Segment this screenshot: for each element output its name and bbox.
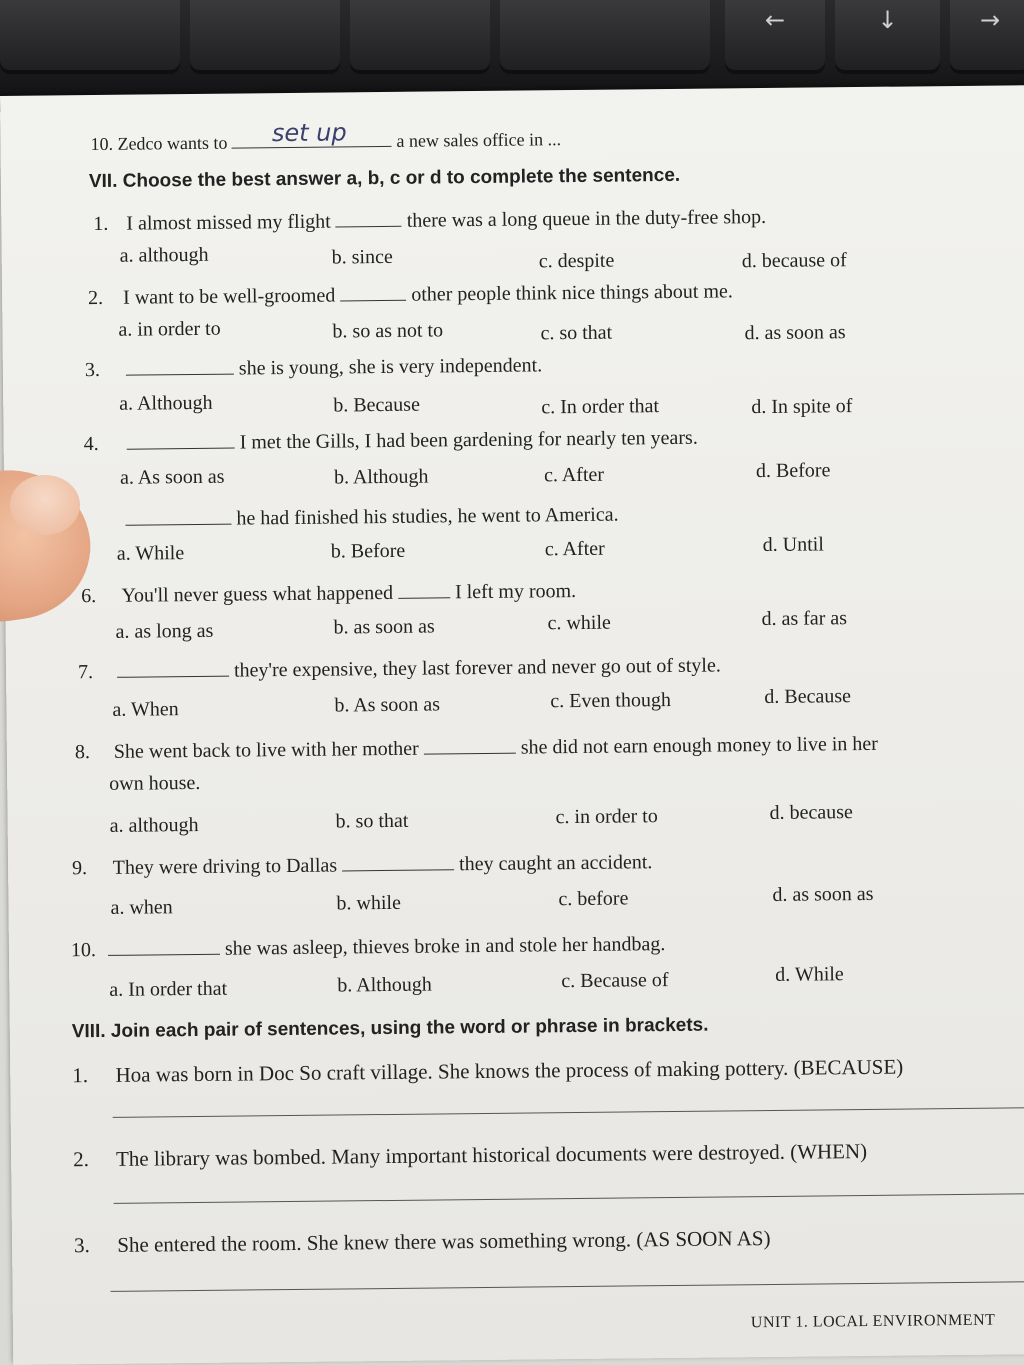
question-number: 4.: [83, 432, 99, 456]
item-text: a new sales office in ...: [396, 129, 562, 151]
answer-blank[interactable]: [398, 579, 450, 599]
join-item-3: [74, 1226, 771, 1258]
question-3: [85, 352, 543, 382]
question-text: they caught an accident.: [458, 851, 653, 876]
question-text: You'll never guess what happened: [121, 581, 394, 607]
question-number: 2.: [88, 286, 104, 310]
answer-blank[interactable]: [117, 658, 229, 678]
option-a[interactable]: a. In order that: [109, 977, 228, 1001]
answer-line[interactable]: [111, 1281, 1024, 1292]
answer-line[interactable]: [113, 1107, 1024, 1118]
option-b[interactable]: b. Although: [333, 465, 429, 489]
item-number: 3.: [73, 1233, 90, 1258]
top-item: [90, 118, 562, 155]
option-a[interactable]: a. Although: [119, 391, 213, 415]
section-heading-viii: VIII. Join each pair of sentences, using the word or phrase in brackets.: [71, 1014, 709, 1043]
option-b[interactable]: b. so that: [335, 809, 409, 833]
option-d[interactable]: d. Because: [764, 685, 852, 709]
answer-blank[interactable]: [342, 851, 454, 871]
answer-blank[interactable]: [127, 430, 235, 450]
question-7: [78, 652, 721, 684]
answer-blank[interactable]: [340, 282, 406, 302]
option-d[interactable]: d. While: [775, 963, 844, 986]
option-d[interactable]: d. as far as: [761, 607, 848, 631]
question-text: I left my room.: [454, 579, 577, 604]
question-8-continuation: own house.: [109, 771, 201, 795]
question-number: 7.: [77, 661, 94, 684]
question-2: [88, 278, 733, 310]
question-text: other people think nice things about me.: [411, 280, 733, 306]
question-5: [84, 502, 618, 533]
keyboard-key: [350, 0, 490, 74]
option-a[interactable]: a. As soon as: [119, 465, 225, 489]
answer-blank[interactable]: [126, 356, 234, 376]
option-a[interactable]: a. as long as: [115, 619, 214, 643]
option-d[interactable]: d. as soon as: [744, 321, 846, 345]
question-text: there was a long queue in the duty-free shop.: [406, 205, 767, 232]
option-c[interactable]: c. Because of: [561, 969, 669, 993]
join-item-1: [72, 1055, 903, 1089]
question-number: 9.: [71, 857, 88, 880]
question-text: They were driving to Dallas: [112, 854, 338, 879]
item-number: 10.: [90, 133, 114, 155]
option-b[interactable]: b. as soon as: [333, 615, 435, 639]
option-d[interactable]: d. In spite of: [751, 395, 853, 419]
question-text: She went back to live with her mother: [113, 737, 419, 763]
question-text: I met the Gills, I had been gardening for nearly ten years.: [239, 426, 698, 454]
keyboard-key-down: [835, 0, 940, 74]
answer-blank[interactable]: [125, 506, 231, 526]
option-a[interactable]: a. when: [110, 896, 173, 919]
option-a[interactable]: a. While: [116, 542, 185, 565]
question-4: [84, 425, 698, 456]
section-heading-vii: VII. Choose the best answer a, b, c or d to complete the sentence.: [88, 164, 681, 193]
question-text: they're expensive, they last forever and never go out of style.: [233, 654, 721, 682]
option-d[interactable]: d. as soon as: [772, 882, 874, 906]
option-d[interactable]: d. Before: [755, 459, 831, 483]
answer-blank[interactable]: [336, 208, 402, 228]
option-c[interactable]: c. After: [544, 537, 605, 561]
question-6: [81, 578, 576, 608]
question-text: he had finished his studies, he went to America.: [236, 503, 619, 530]
join-item-2: [73, 1139, 867, 1172]
unit-footer: UNIT 1. LOCAL ENVIRONMENT: [750, 1311, 996, 1332]
handwritten-answer: set up: [271, 118, 347, 148]
option-b[interactable]: b. Before: [330, 539, 406, 563]
option-c[interactable]: c. despite: [538, 249, 615, 273]
item-text: She entered the room. She knew there was something wrong. (AS SOON AS): [117, 1225, 771, 1257]
thumbnail-image: [10, 475, 80, 535]
option-c[interactable]: c. while: [547, 611, 611, 635]
question-text: she is young, she is very independent.: [238, 354, 543, 380]
question-number: 10.: [70, 939, 97, 962]
item-number: 1.: [72, 1063, 89, 1088]
option-d[interactable]: d. because of: [741, 249, 847, 273]
option-a[interactable]: a. although: [119, 243, 209, 267]
option-c[interactable]: c. In order that: [541, 395, 660, 419]
option-c[interactable]: c. before: [558, 887, 629, 911]
answer-blank[interactable]: [232, 118, 392, 149]
option-b[interactable]: b. while: [336, 891, 402, 915]
keyboard-key-left: [725, 0, 825, 74]
question-number: 8.: [74, 741, 90, 764]
arrow-left-icon: ←: [764, 6, 786, 34]
question-text: she was asleep, thieves broke in and stole her handbag.: [224, 933, 666, 960]
keyboard-key-right: [950, 0, 1024, 74]
option-c[interactable]: c. so that: [540, 321, 613, 345]
question-number: 6.: [81, 585, 97, 608]
question-number: 1.: [93, 212, 109, 236]
keyboard-key: [0, 0, 180, 74]
option-b[interactable]: b. Although: [337, 973, 432, 997]
option-b[interactable]: b. As soon as: [334, 693, 441, 717]
question-text: I almost missed my flight: [126, 210, 331, 235]
keyboard-key: [190, 0, 340, 74]
answer-blank[interactable]: [424, 735, 516, 755]
question-8: [75, 731, 878, 764]
question-text: she did not earn enough money to live in her: [520, 732, 879, 759]
arrow-right-icon: →: [979, 6, 1001, 34]
item-number: 2.: [73, 1147, 90, 1172]
question-10: [71, 931, 666, 962]
arrow-down-icon: ↓: [877, 6, 898, 34]
question-1: [93, 204, 766, 236]
option-a[interactable]: a. in order to: [118, 317, 221, 341]
item-text: The library was bombed. Many important historical documents were destroyed. (WHEN): [115, 1138, 868, 1171]
option-b[interactable]: b. since: [331, 245, 393, 269]
answer-blank[interactable]: [108, 936, 220, 956]
option-d[interactable]: d. because: [769, 801, 853, 824]
option-c[interactable]: c. After: [543, 463, 605, 487]
option-b[interactable]: b. so as not to: [332, 319, 444, 343]
option-a[interactable]: a. When: [112, 698, 179, 721]
option-a[interactable]: a. although: [109, 813, 199, 837]
question-text: I want to be well-groomed: [123, 284, 336, 309]
item-text: Hoa was born in Doc So craft village. She knows the process of making pottery. (BECAUSE): [115, 1054, 904, 1087]
question-number: 3.: [84, 358, 100, 382]
item-text: Zedco wants to: [117, 132, 228, 154]
question-9: [72, 849, 652, 880]
worksheet-page: [0, 85, 1024, 1365]
keyboard-key: [500, 0, 710, 74]
answer-line[interactable]: [114, 1193, 1024, 1204]
option-c[interactable]: c. in order to: [555, 805, 658, 829]
option-d[interactable]: d. Until: [762, 533, 824, 557]
option-c[interactable]: c. Even though: [550, 689, 672, 713]
option-b[interactable]: b. Because: [333, 393, 421, 417]
